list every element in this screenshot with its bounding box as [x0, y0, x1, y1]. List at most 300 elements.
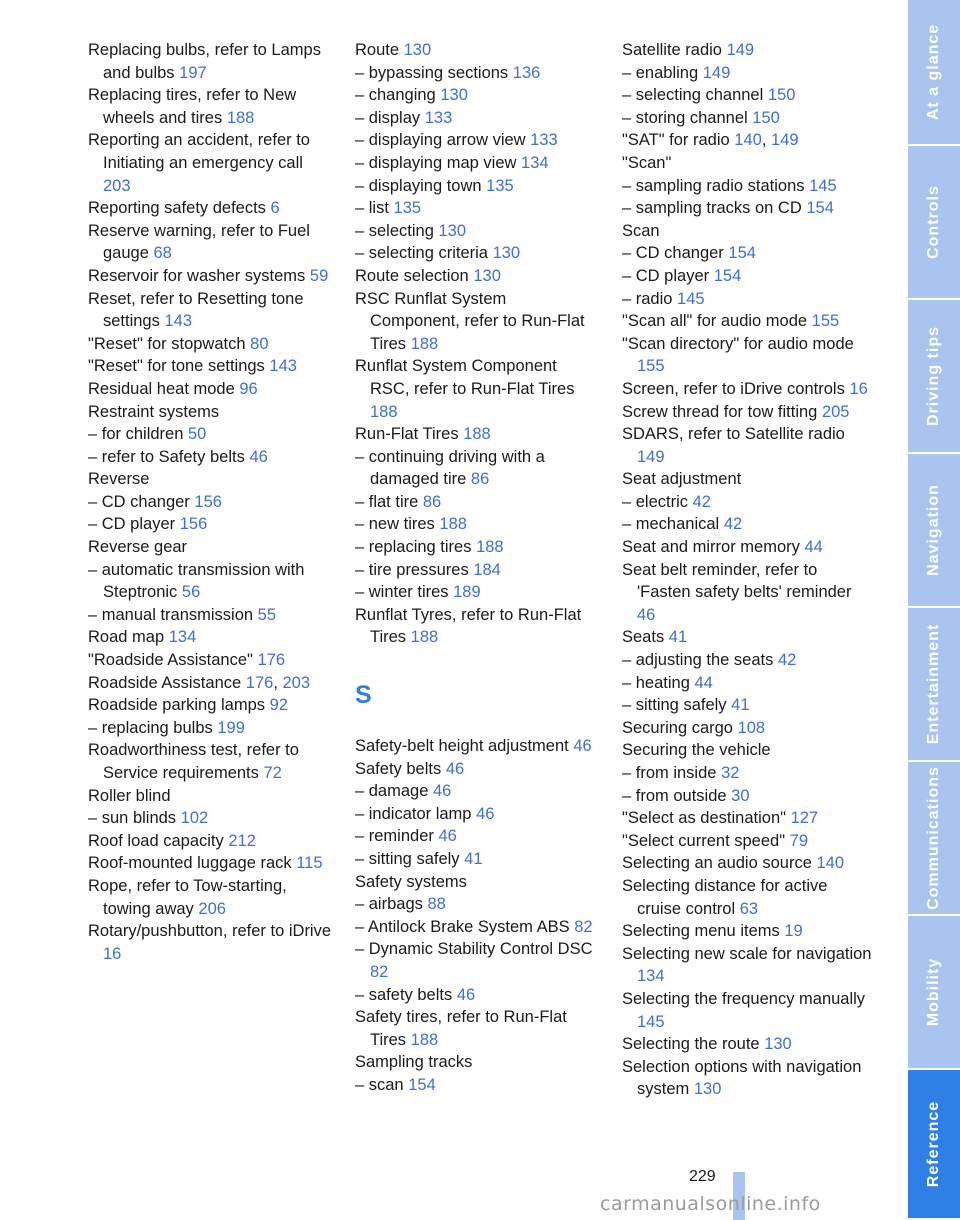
chapter-tab-driving-tips[interactable]: [908, 300, 960, 454]
page-reference-link[interactable]: 46: [637, 605, 656, 624]
section-letter-heading: S: [355, 681, 372, 710]
index-entry: [355, 1051, 600, 1074]
page-reference-link[interactable]: 130: [440, 86, 468, 105]
page-reference-link[interactable]: 189: [453, 583, 481, 602]
index-entry: [622, 152, 872, 175]
index-entry-text: Roadside parking lamps: [88, 696, 266, 715]
page-reference-link[interactable]: 188: [410, 1030, 439, 1049]
index-entry: [88, 807, 333, 830]
chapter-tab-reference[interactable]: [908, 1070, 960, 1220]
page-reference-link[interactable]: 130: [764, 1035, 792, 1054]
page-reference-link[interactable]: 46: [573, 737, 592, 756]
index-entry: [88, 265, 333, 288]
page-reference-link[interactable]: 102: [180, 809, 209, 828]
index-entry-text: Reserve warning, refer to Fuel gauge: [88, 221, 310, 263]
index-entry-text: – scan: [355, 1075, 404, 1094]
page-reference-link[interactable]: 156: [179, 515, 208, 534]
index-entry-text: – display: [355, 108, 421, 127]
page-reference-link[interactable]: 92: [269, 696, 288, 715]
index-entry: [622, 717, 872, 740]
index-entry: [88, 830, 333, 853]
page-reference-link[interactable]: 150: [767, 86, 796, 105]
index-entry-text: "Scan": [622, 153, 672, 172]
index-entry: [622, 785, 872, 808]
index-entry-text: – refer to Safety belts: [88, 447, 245, 466]
page-reference-link[interactable]: 30: [731, 786, 750, 805]
index-entry-text: Screw thread for tow fitting: [622, 402, 818, 421]
page-reference-link[interactable]: 59: [309, 266, 329, 285]
index-entry-text: – adjusting the seats: [622, 651, 774, 670]
index-entry: [355, 355, 600, 423]
index-entry: [355, 848, 600, 871]
index-entry: [622, 175, 872, 198]
page-reference-link[interactable]: 154: [728, 244, 756, 263]
index-entry-text: – airbags: [355, 895, 423, 914]
index-column-3: [622, 39, 872, 1101]
index-entry: [355, 893, 600, 916]
page-reference-link[interactable]: 80: [250, 334, 269, 353]
index-entry-text: Safety tires, refer to Run-Flat Tires: [355, 1008, 567, 1049]
index-entry-text: – displaying arrow view: [355, 131, 526, 150]
index-entry: [88, 717, 333, 740]
index-entry: [355, 242, 600, 265]
chapter-tab-label: Mobility: [925, 957, 942, 1027]
index-entry-text: Screen, refer to iDrive controls: [622, 379, 845, 398]
index-entry-text: – winter tires: [355, 583, 449, 602]
index-entry-text: Safety-belt height adjustment: [355, 737, 569, 756]
page-reference-link[interactable]: 68: [153, 244, 172, 263]
chapter-tab-label: Controls: [925, 185, 942, 259]
chapter-tab-communications[interactable]: [908, 762, 960, 916]
index-entry-text: Securing cargo: [622, 718, 733, 737]
index-entry: [355, 780, 600, 803]
index-entry-text: Residual heat mode: [88, 379, 235, 398]
index-entry-text: – CD changer: [622, 244, 724, 263]
index-entry-text: Securing the vehicle: [622, 741, 771, 760]
index-entry-text: Route: [355, 41, 400, 59]
index-entry: [88, 39, 333, 84]
index-entry: [88, 536, 333, 559]
page-reference-link[interactable]: 130: [693, 1080, 722, 1099]
page-reference-link[interactable]: 188: [439, 515, 467, 534]
index-entry-text: – damage: [355, 782, 429, 801]
index-entry: [622, 84, 872, 107]
index-entry-text: – reminder: [355, 827, 434, 846]
index-entry: [622, 943, 872, 988]
index-entry-text: Rope, refer to Tow-starting, towing away: [88, 876, 287, 918]
index-entry-text: Route selection: [355, 266, 469, 285]
index-entry-text: Restraint systems: [88, 402, 220, 421]
index-entry: [622, 423, 872, 468]
page-reference-link[interactable]: 155: [637, 357, 665, 376]
index-entry: [622, 220, 872, 243]
index-entry: [355, 265, 600, 288]
index-entry: [88, 559, 333, 604]
index-entry: [355, 803, 600, 826]
page-reference-link[interactable]: 206: [198, 899, 226, 918]
index-entry-text: – for children: [88, 425, 184, 444]
page-reference-link[interactable]: 63: [739, 899, 759, 918]
index-entry: [88, 84, 333, 129]
index-entry: [88, 129, 333, 197]
index-entry-text: Reservoir for washer systems: [88, 266, 306, 285]
chapter-tab-label: Entertainment: [925, 623, 942, 745]
index-entry: [622, 242, 872, 265]
page-reference-link[interactable]: 88: [427, 895, 446, 914]
page-reference-link[interactable]: 188: [410, 334, 439, 353]
page-reference-link[interactable]: 42: [692, 492, 711, 511]
index-entry-text: "Scan all" for audio mode: [622, 312, 808, 331]
page-reference-link[interactable]: 154: [713, 266, 742, 285]
page-reference-link[interactable]: 41: [464, 850, 483, 868]
chapter-tab-label: Driving tips: [925, 325, 942, 427]
index-entry: [355, 758, 600, 781]
index-entry-text: – selecting channel: [622, 86, 764, 105]
index-entry-text: Safety systems: [355, 872, 467, 891]
page-reference-link[interactable]: 154: [806, 199, 834, 218]
page-reference-link[interactable]: 188: [476, 538, 504, 557]
index-entry-text: – tire pressures: [355, 560, 469, 579]
page-reference-link[interactable]: 188: [410, 628, 439, 647]
page-reference-link[interactable]: 72: [263, 764, 282, 782]
index-entry-text: – flat tire: [355, 492, 419, 511]
index-entry: [622, 830, 872, 853]
index-entry: [355, 220, 600, 243]
page-reference-link[interactable]: 135: [486, 176, 514, 195]
index-entry: [622, 401, 872, 424]
page-reference-link[interactable]: 130: [403, 41, 432, 59]
page-reference-link[interactable]: 154: [408, 1075, 436, 1094]
index-entry: [355, 984, 600, 1007]
page-reference-link[interactable]: 108: [737, 718, 766, 737]
index-entry: [355, 559, 600, 582]
index-entry-text: Reporting safety defects: [88, 199, 266, 218]
index-entry: [88, 333, 333, 356]
index-entry: [622, 39, 872, 62]
index-entry: [88, 604, 333, 627]
index-entry-text: "Roadside Assistance": [88, 651, 253, 670]
index-entry-text: Roof-mounted luggage rack: [88, 854, 292, 873]
index-entry: [355, 491, 600, 514]
index-entry-text: "Select as destination": [622, 809, 786, 828]
index-entry-text: "SAT" for radio: [622, 131, 730, 150]
page-reference-link[interactable]: 203: [103, 176, 131, 195]
index-entry-text: Seat adjustment: [622, 470, 742, 489]
index-entry-text: Seat belt reminder, refer to 'Fasten safety belts' reminder: [622, 560, 852, 602]
page-reference-link[interactable]: 184: [473, 560, 501, 579]
index-entry: [355, 197, 600, 220]
index-entry-text: – selecting criteria: [355, 244, 488, 263]
index-entry-text: Satellite radio: [622, 41, 722, 59]
page-reference-link[interactable]: 96: [239, 379, 258, 398]
page-reference-link[interactable]: 133: [424, 108, 453, 127]
index-entry: [88, 220, 333, 265]
index-entry: [88, 649, 333, 672]
index-entry: "SAT" for radio 140, 149: [622, 131, 799, 150]
page-reference-link[interactable]: 149: [702, 63, 731, 82]
page-reference-link[interactable]: 188: [226, 108, 255, 127]
index-entry: [622, 649, 872, 672]
page-reference-link[interactable]: 130: [492, 244, 521, 263]
page-reference-link[interactable]: 42: [777, 651, 797, 670]
index-entry: [88, 423, 333, 446]
index-entry-text: Reporting an accident, refer to Initiating an emergency call: [88, 131, 310, 172]
page-reference-link[interactable]: 16: [103, 944, 122, 963]
page-reference-link[interactable]: 149: [637, 447, 665, 466]
index-entry-text: – selecting: [355, 221, 434, 240]
page-reference-link[interactable]: 134: [637, 967, 665, 986]
index-entry: [355, 1006, 600, 1051]
index-entry: [622, 1056, 872, 1101]
index-entry: [622, 807, 872, 830]
index-entry: [622, 852, 872, 875]
index-entry-text: – replacing tires: [355, 538, 472, 557]
index-entry-text: Reset, refer to Resetting tone settings: [88, 289, 304, 331]
index-entry: [622, 333, 872, 378]
page-reference-link[interactable]: 212: [228, 831, 256, 850]
index-entry-text: "Select current speed": [622, 831, 786, 850]
index-entry: [622, 468, 872, 491]
page-reference-link[interactable]: 134: [521, 153, 549, 172]
index-entry: [622, 310, 872, 333]
index-entry-text: – displaying town: [355, 176, 482, 195]
index-entry-text: – safety belts: [355, 985, 453, 1004]
index-entry: [355, 288, 600, 356]
index-entry: [355, 62, 600, 85]
index-entry: [355, 107, 600, 130]
index-entry-text: – continuing driving with a damaged tire: [355, 447, 545, 489]
index-column-2: [355, 39, 600, 1097]
index-entry-text: – manual transmission: [88, 605, 254, 624]
page-reference-link[interactable]: 79: [789, 831, 809, 850]
index-entry: [622, 378, 872, 401]
index-entry-text: Selecting an audio source: [622, 854, 812, 873]
index-entry-text: – changing: [355, 86, 436, 105]
index-entry: [355, 581, 600, 604]
index-entry: [355, 84, 600, 107]
page-reference-link[interactable]: 156: [194, 492, 222, 511]
index-entry-text: – replacing bulbs: [88, 718, 213, 737]
index-entry-text: – sampling radio stations: [622, 176, 805, 195]
page-reference-link[interactable]: 130: [473, 266, 501, 285]
page-reference-link[interactable]: 41: [731, 696, 750, 715]
page-reference-link[interactable]: 143: [269, 357, 297, 376]
index-entry-text: Selecting the frequency manually: [622, 989, 866, 1008]
index-entry: [355, 152, 600, 175]
index-entry-text: Selecting menu items: [622, 922, 780, 941]
index-entry-text: RSC Runflat System Component, refer to Run-Flat Tires: [355, 289, 585, 353]
page-reference-link[interactable]: 46: [445, 759, 465, 778]
index-entry-text: – Antilock Brake System ABS: [355, 917, 570, 936]
page-reference-link[interactable]: 46: [438, 827, 457, 846]
index-entry-text: "Scan directory" for audio mode: [622, 334, 854, 353]
index-entry: [622, 920, 872, 943]
index-entry: [622, 491, 872, 514]
page-reference-link[interactable]: 46: [476, 804, 495, 823]
index-entry-text: – sitting safely: [355, 850, 460, 868]
index-entry-text: Roller blind: [88, 786, 171, 805]
chapter-tab-label: Communications: [925, 766, 942, 910]
index-entry-text: Roof load capacity: [88, 831, 224, 850]
index-entry: [355, 871, 600, 894]
page-reference-link[interactable]: 6: [270, 199, 280, 218]
page-reference-link[interactable]: 188: [463, 425, 491, 444]
page-reference-link[interactable]: 44: [694, 673, 713, 692]
page-reference-link[interactable]: 115: [296, 854, 323, 873]
index-entry-text: Selecting distance for active cruise control: [622, 876, 828, 918]
page-reference-link[interactable]: 32: [721, 764, 740, 782]
page-reference-link[interactable]: 188: [370, 402, 398, 421]
index-entry-text: – sun blinds: [88, 809, 177, 828]
page-reference-link[interactable]: 197: [179, 63, 207, 82]
index-entry: [622, 265, 872, 288]
index-entry: [88, 197, 333, 220]
index-entry-text: – heating: [622, 673, 690, 692]
index-entry-text: Roadside Assistance: [88, 673, 242, 692]
index-entry-text: – mechanical: [622, 515, 720, 534]
index-entry-text: Reverse: [88, 470, 150, 489]
page-reference-link[interactable]: 56: [181, 583, 201, 602]
chapter-tab-label: Reference: [925, 1100, 942, 1188]
index-entry-text: – storing channel: [622, 108, 748, 127]
index-entry: [355, 604, 600, 649]
page-reference-link[interactable]: 50: [187, 425, 207, 444]
index-entry: [88, 852, 333, 875]
index-entry: [88, 694, 333, 717]
page-reference-link[interactable]: 134: [168, 628, 197, 647]
index-entry-text: Seats: [622, 628, 665, 647]
index-entry-text: SDARS, refer to Satellite radio: [622, 425, 845, 444]
index-entry: [355, 129, 600, 152]
index-entry-text: Scan: [622, 221, 660, 240]
chapter-tab-label: Navigation: [925, 484, 942, 576]
chapter-tab-navigation[interactable]: [908, 454, 960, 608]
page-reference-link[interactable]: 149: [771, 131, 799, 150]
index-entry: [355, 513, 600, 536]
page-reference-link[interactable]: 19: [784, 922, 803, 941]
index-entry: [88, 785, 333, 808]
chapter-tab-controls[interactable]: [908, 146, 960, 300]
chapter-tab-entertainment[interactable]: [908, 608, 960, 762]
index-entry-text: – CD player: [88, 515, 176, 534]
page-reference-link[interactable]: 41: [668, 628, 688, 647]
index-entry: [622, 288, 872, 311]
page-reference-link[interactable]: 176: [245, 673, 274, 692]
page-reference-link[interactable]: 203: [282, 673, 311, 692]
page-number: 229: [689, 1168, 716, 1185]
index-entry-text: – bypassing sections: [355, 63, 509, 82]
index-entry: [88, 446, 333, 469]
index-entry: [88, 513, 333, 536]
chapter-sidebar: [908, 0, 960, 1220]
page-reference-link[interactable]: 44: [804, 538, 823, 557]
page-reference-link[interactable]: 46: [456, 985, 476, 1004]
page-reference-link[interactable]: 46: [249, 447, 268, 466]
page-reference-link[interactable]: 145: [677, 289, 705, 308]
index-entry-text: – from outside: [622, 786, 727, 805]
index-entry-text: – electric: [622, 492, 689, 511]
page-reference-link[interactable]: 55: [257, 605, 277, 624]
page-reference-link[interactable]: 205: [821, 402, 850, 421]
page-reference-link[interactable]: 140: [816, 854, 845, 873]
index-entry: [355, 1074, 600, 1097]
index-entry: [622, 107, 872, 130]
index-entry-text: – sampling tracks on CD: [622, 199, 802, 218]
index-entry-text: – displaying map view: [355, 153, 517, 172]
page-reference-link[interactable]: 136: [512, 63, 541, 82]
index-entry: [88, 378, 333, 401]
chapter-tab-at-a-glance[interactable]: [908, 0, 960, 146]
page-reference-link[interactable]: 130: [438, 221, 467, 240]
index-entry-text: Replacing tires, refer to New wheels and tires: [88, 86, 297, 127]
index-entry: [355, 446, 600, 491]
page-reference-link[interactable]: 86: [422, 492, 442, 511]
index-entry: [88, 626, 333, 649]
index-entry: [355, 938, 600, 983]
index-entry-text: – from inside: [622, 764, 717, 782]
index-entry: [355, 735, 600, 758]
index-entry: [622, 875, 872, 920]
page-reference-link[interactable]: 46: [432, 782, 452, 801]
page-reference-link[interactable]: 199: [217, 718, 245, 737]
index-entry: [622, 559, 872, 627]
page-reference-link[interactable]: 140: [734, 131, 762, 150]
page-reference-link[interactable]: 82: [574, 917, 593, 936]
page-reference-link[interactable]: 16: [849, 379, 868, 398]
page-reference-link[interactable]: 42: [723, 515, 743, 534]
page-reference-link[interactable]: 176: [257, 651, 286, 670]
index-entry: [622, 197, 872, 220]
index-entry-text: Safety belts: [355, 759, 442, 778]
index-entry-text: Seat and mirror memory: [622, 538, 800, 557]
page-reference-link[interactable]: 150: [752, 108, 780, 127]
page-reference-link[interactable]: 86: [470, 470, 490, 489]
page-reference-link[interactable]: 135: [393, 199, 422, 218]
page-reference-link[interactable]: 143: [164, 312, 192, 331]
page-reference-link[interactable]: 155: [811, 312, 840, 331]
chapter-tab-mobility[interactable]: [908, 916, 960, 1070]
index-entry: [622, 513, 872, 536]
index-entry: [355, 536, 600, 559]
page-reference-link[interactable]: 133: [530, 131, 558, 150]
index-entry-text: – CD player: [622, 266, 710, 285]
index-entry-text: – automatic transmission with Steptronic: [88, 560, 305, 602]
page-reference-link[interactable]: 149: [726, 41, 755, 59]
page-reference-link[interactable]: 145: [809, 176, 837, 195]
index-entry: [88, 288, 333, 333]
index-entry: [622, 739, 872, 762]
chapter-tab-label: At a glance: [925, 23, 942, 121]
index-entry-text: Runflat Tyres, refer to Run-Flat Tires: [355, 605, 582, 647]
index-entry: Roadside Assistance 176, 203: [88, 673, 311, 692]
index-entry-text: "Reset" for stopwatch: [88, 334, 246, 353]
index-entry: [622, 988, 872, 1033]
index-entry-text: – CD changer: [88, 492, 190, 511]
index-entry-text: Reverse gear: [88, 538, 188, 557]
index-entry: [622, 672, 872, 695]
page-reference-link[interactable]: 145: [637, 1012, 665, 1031]
index-entry: [622, 762, 872, 785]
page-reference-link[interactable]: 82: [370, 962, 389, 981]
index-entry: [622, 536, 872, 559]
index-entry-text: Run-Flat Tires: [355, 425, 459, 444]
index-entry: [355, 175, 600, 198]
index-entry-text: – Dynamic Stability Control DSC: [355, 940, 593, 959]
page-reference-link[interactable]: 127: [790, 809, 819, 828]
index-entry-text: – radio: [622, 289, 673, 308]
index-entry-text: Runflat System Component RSC, refer to Run-Flat Tires: [355, 357, 575, 398]
index-entry-text: Road map: [88, 628, 165, 647]
